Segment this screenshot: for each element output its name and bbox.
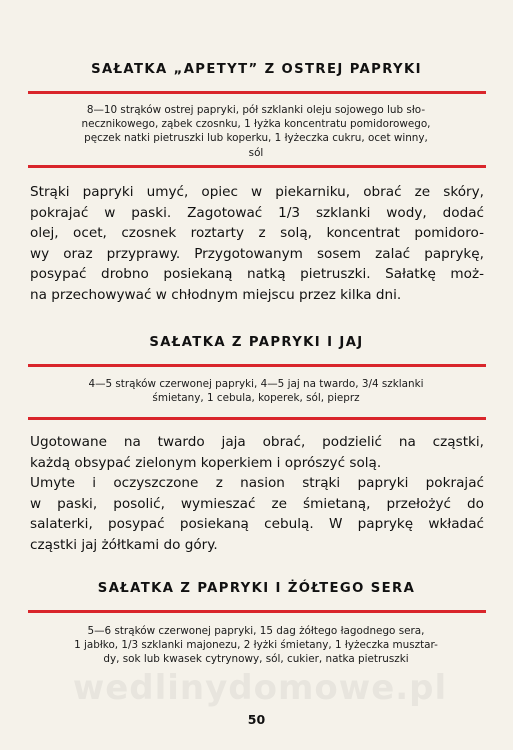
ingredients-line: pęczek natki pietruszki lub koperku, 1 łyżeczka cukru, ocet winny, bbox=[84, 132, 428, 145]
instructions-line: Strąki papryki umyć, opiec w piekarniku, obrać ze skóry, bbox=[30, 184, 484, 200]
instructions-line: olej, ocet, czosnek roztarty z solą, koncentrat pomidoro- bbox=[30, 225, 484, 242]
red-rule bbox=[28, 364, 486, 367]
ingredients-line: 4—5 strąków czerwonej papryki, 4—5 jaj na twardo, 3/4 szklanki bbox=[88, 378, 424, 390]
red-rule bbox=[28, 91, 486, 94]
ingredients-line: sól bbox=[248, 146, 264, 159]
page-number: 50 bbox=[247, 712, 266, 727]
instructions-line: Umyte i oczyszczone z nasion strąki papryki pokrajać bbox=[30, 475, 484, 492]
instructions-line: Ugotowane na twardo jaja obrać, podzielić na cząstki, bbox=[30, 434, 484, 450]
ingredients-line: necznikowego, ząbek czosnku, 1 łyżka koncentratu pomidorowego, bbox=[81, 118, 431, 131]
recipe-title-jaja: SAŁATKA Z PAPRYKI I JAJ bbox=[149, 335, 364, 350]
ingredients-line: 1 jabłko, 1/3 szklanki majonezu, 2 łyżki śmietany, 1 łyżeczka musztar- bbox=[74, 639, 438, 652]
instructions-line: pokrajać w paski. Zagotować 1/3 szklanki wody, dodać bbox=[30, 204, 484, 221]
red-rule bbox=[28, 610, 486, 613]
ingredients-apetyt bbox=[30, 103, 482, 160]
instructions-line: każdą obsypać zielonym koperkiem i oprószyć solą. bbox=[30, 454, 382, 471]
ingredients-line: 5—6 strąków czerwonej papryki, 15 dag żółtego łagodnego sera, bbox=[87, 625, 425, 637]
instructions-line: na przechowywać w chłodnym miejscu przez kilka dni. bbox=[30, 286, 402, 303]
ingredients-jaja bbox=[30, 377, 482, 405]
ingredients-line: dy, sok lub kwasek cytrynowy, sól, cukier, natka pietruszki bbox=[103, 653, 409, 666]
instructions-line: posypać drobno posiekaną natką pietruszki. Sałatkę moż- bbox=[30, 266, 484, 283]
instructions-line: salaterki, posypać posiekaną cebulą. W paprykę wkładać bbox=[30, 516, 484, 533]
ingredients-line: śmietany, 1 cebula, koperek, sól, pieprz bbox=[152, 392, 360, 405]
red-rule bbox=[28, 165, 486, 168]
recipe-title-zolty-ser: SAŁATKA Z PAPRYKI I ŻÓŁTEGO SERA bbox=[97, 581, 416, 596]
watermark: wedlinydomowe.pl bbox=[72, 668, 448, 708]
recipe-title-apetyt: SAŁATKA „APETYT” Z OSTREJ PAPRYKI bbox=[91, 62, 422, 77]
instructions-apetyt bbox=[30, 182, 484, 306]
instructions-line: wy oraz przyprawy. Przygotowanym sosem zalać paprykę, bbox=[30, 245, 484, 262]
red-rule bbox=[28, 417, 486, 420]
instructions-jaja bbox=[30, 432, 484, 556]
instructions-line: cząstki jaj żółtkami do góry. bbox=[30, 536, 218, 553]
ingredients-line: 8—10 strąków ostrej papryki, pół szklanki oleju sojowego lub sło- bbox=[86, 104, 426, 116]
instructions-line: w paski, posolić, wymieszać ze śmietaną, przełożyć do bbox=[30, 495, 484, 512]
ingredients-zolty-ser bbox=[30, 624, 482, 667]
